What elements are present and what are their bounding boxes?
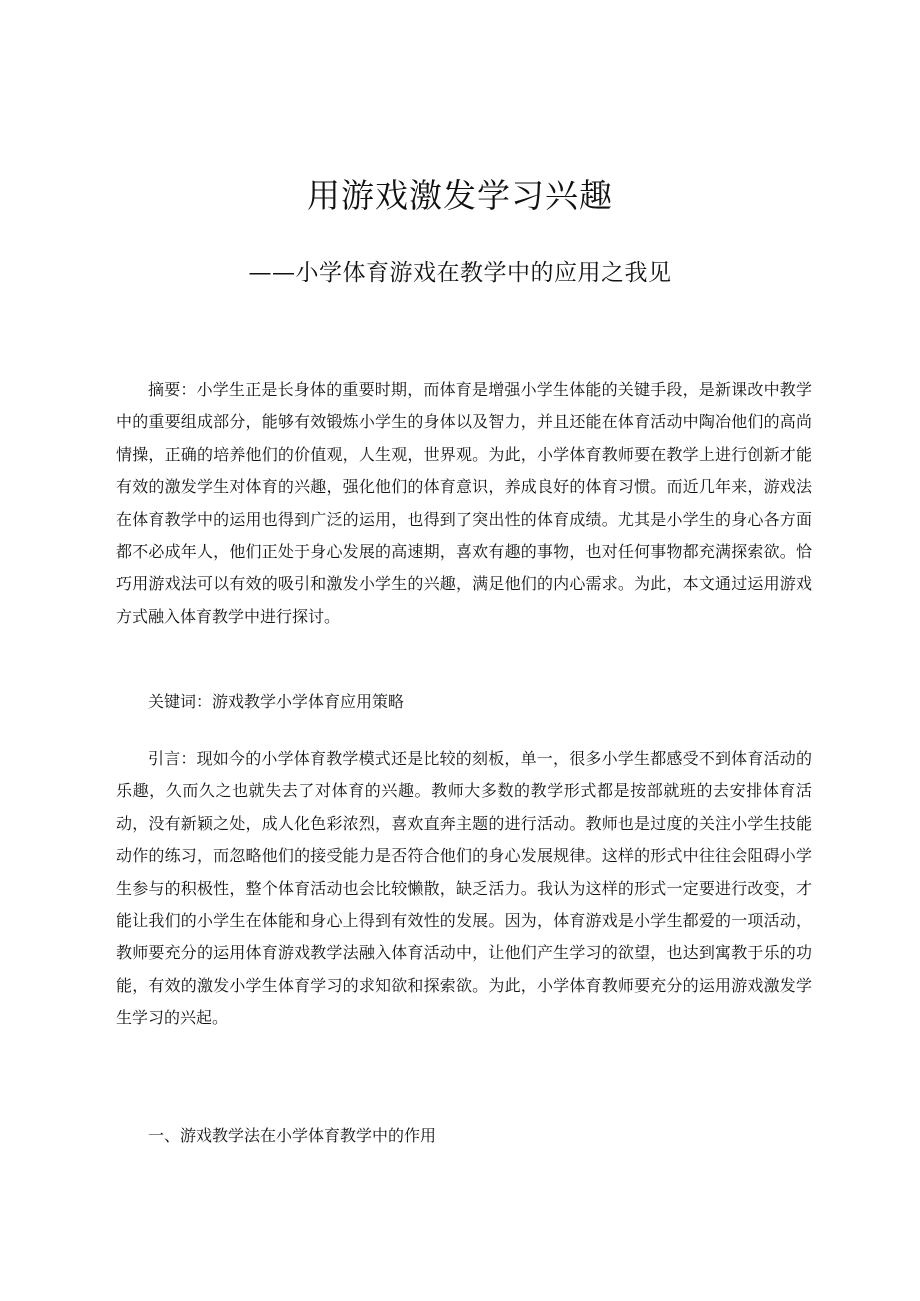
document-subtitle: ——小学体育游戏在教学中的应用之我见 xyxy=(248,260,672,286)
section-heading: 一、游戏教学法在小学体育教学中的作用 xyxy=(148,1126,437,1145)
abstract-paragraph: 摘要：小学生正是长身体的重要时期，而体育是增强小学生体能的关键手段，是新课改中教学中的重要组成部分，能够有效锻炼小学生的身体以及智力，并且还能在体育活动中陶冶他们的高尚情操，正确的培养他们的价值观，人生观，世界观。为此，小学体育教师要在教学上进行创新才能有效的激发学生对体育的兴趣，强化他们的体育意识，养成良好的体育习惯。而近几年来，游戏法在体育教学中的运用也得到广泛的运用，也得到了突出性的体育成绩。尤其是小学生的身心各方面都不必成年人，他们正处于身心发展的高速期，喜欢有趣的事物，也对任何事物都充满探索欲。恰巧用游戏法可以有效的吸引和激发小学生的兴趣，满足他们的内心需求。为此，本文通过运用游戏方式融入体育教学中进行探讨。 xyxy=(116,380,812,626)
document-title: 用游戏激发学习兴趣 xyxy=(307,176,613,215)
introduction-paragraph: 引言：现如今的小学体育教学模式还是比较的刻板，单一，很多小学生都感受不到体育活动的乐趣，久而久之也就失去了对体育的兴趣。教师大多数的教学形式都是按部就班的去安排体育活动，没有新颖之处，成人化色彩浓烈，喜欢直奔主题的进行活动。教师也是过度的关注小学生技能动作的练习，而忽略他们的接受能力是否符合他们的身心发展规律。这样的形式中往往会阻碍小学生参与的积极性，整个体育活动也会比较懒散，缺乏活力。我认为这样的形式一定要进行改变，才能让我们的小学生在体能和身心上得到有效性的发展。因为，体育游戏是小学生都爱的一项活动，教师要充分的运用体育游戏教学法融入体育活动中，让他们产生学习的欲望，也达到寓教于乐的功能，有效的激发小学生体育学习的求知欲和探索欲。为此，小学体育教师要充分的运用游戏激发学生学习的兴起。 xyxy=(116,749,812,1028)
keywords-line: 关键词：游戏教学小学体育应用策略 xyxy=(148,692,405,711)
